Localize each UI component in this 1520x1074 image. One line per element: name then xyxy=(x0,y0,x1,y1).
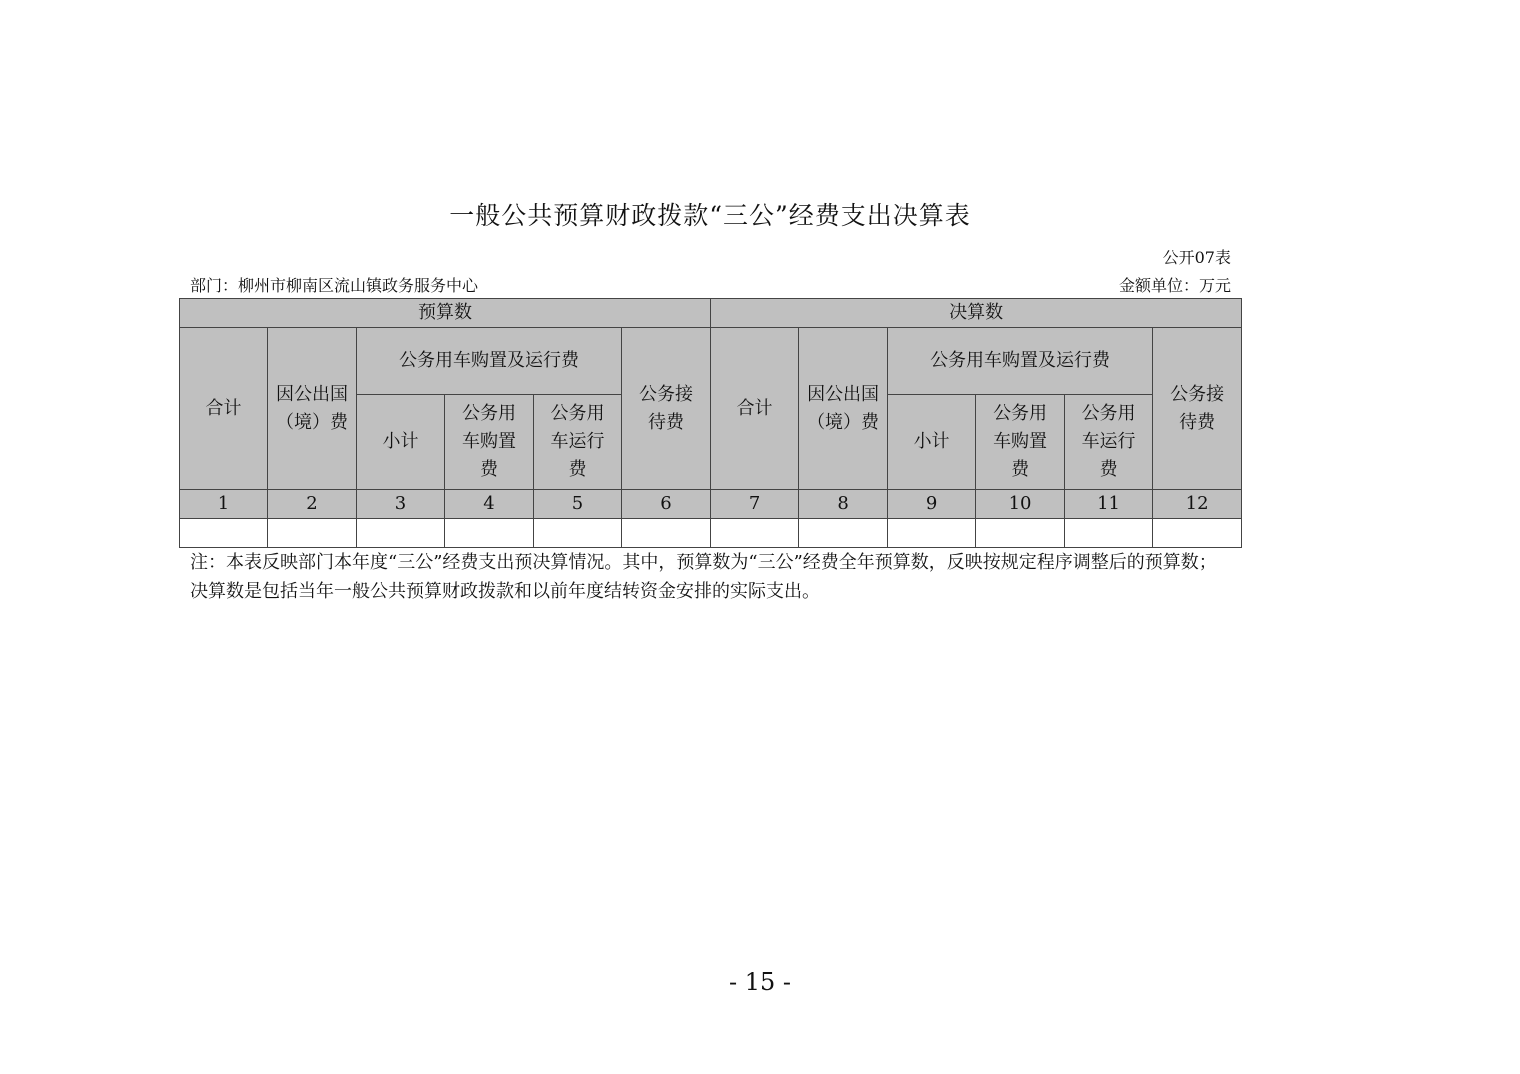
budget-reception-header: 公务接待费 xyxy=(622,328,711,490)
budget-group-header: 预算数 xyxy=(180,299,711,328)
budget-abroad-header: 因公出国（境）费 xyxy=(268,328,357,490)
budget-operation-header: 公务用车运行费 xyxy=(534,395,622,490)
column-number: 1 xyxy=(180,490,268,519)
data-row xyxy=(180,519,1242,548)
column-number: 4 xyxy=(445,490,534,519)
page-title: 一般公共预算财政拨款“三公”经费支出决算表 xyxy=(449,201,971,230)
budget-purchase-header: 公务用车购置费 xyxy=(445,395,534,490)
data-cell xyxy=(711,519,799,548)
column-number: 8 xyxy=(799,490,888,519)
column-number: 3 xyxy=(357,490,445,519)
final-total-header: 合计 xyxy=(711,328,799,490)
data-cell xyxy=(268,519,357,548)
data-cell xyxy=(534,519,622,548)
final-purchase-header: 公务用车购置费 xyxy=(976,395,1065,490)
three-public-expense-table xyxy=(179,298,1242,548)
data-cell xyxy=(1153,519,1242,548)
column-number: 12 xyxy=(1153,490,1242,519)
data-cell xyxy=(799,519,888,548)
final-abroad-header: 因公出国（境）费 xyxy=(799,328,888,490)
data-cell xyxy=(357,519,445,548)
data-cell xyxy=(445,519,534,548)
data-cell xyxy=(976,519,1065,548)
department-label: 部门：柳州市柳南区流山镇政务服务中心 xyxy=(190,276,479,295)
data-cell xyxy=(180,519,268,548)
column-number: 2 xyxy=(268,490,357,519)
column-number: 5 xyxy=(534,490,622,519)
data-cell xyxy=(622,519,711,548)
final-vehicle-header: 公务用车购置及运行费 xyxy=(888,328,1153,395)
final-group-header: 决算数 xyxy=(711,299,1242,328)
column-number: 9 xyxy=(888,490,976,519)
budget-vehicle-header: 公务用车购置及运行费 xyxy=(357,328,622,395)
amount-unit-label: 金额单位：万元 xyxy=(1118,276,1231,295)
final-subtotal-header: 小计 xyxy=(888,395,976,490)
budget-total-header: 合计 xyxy=(180,328,268,490)
table-note: 注：本表反映部门本年度“三公”经费支出预决算情况。其中，预算数为“三公”经费全年预算数，反映按规定程序调整后的预算数；决算数是包括当年一般公共预算财政拨款和以前年度结转资金安排的实际支出。 xyxy=(190,552,1217,602)
page-number: - 15 - xyxy=(728,968,791,996)
column-number: 7 xyxy=(711,490,799,519)
column-number-row xyxy=(180,490,1242,519)
column-number: 10 xyxy=(976,490,1065,519)
column-number: 11 xyxy=(1065,490,1153,519)
final-operation-header: 公务用车运行费 xyxy=(1065,395,1153,490)
final-reception-header: 公务接待费 xyxy=(1153,328,1242,490)
form-number: 公开07表 xyxy=(1162,248,1231,267)
data-cell xyxy=(1065,519,1153,548)
column-number: 6 xyxy=(622,490,711,519)
budget-subtotal-header: 小计 xyxy=(357,395,445,490)
data-cell xyxy=(888,519,976,548)
